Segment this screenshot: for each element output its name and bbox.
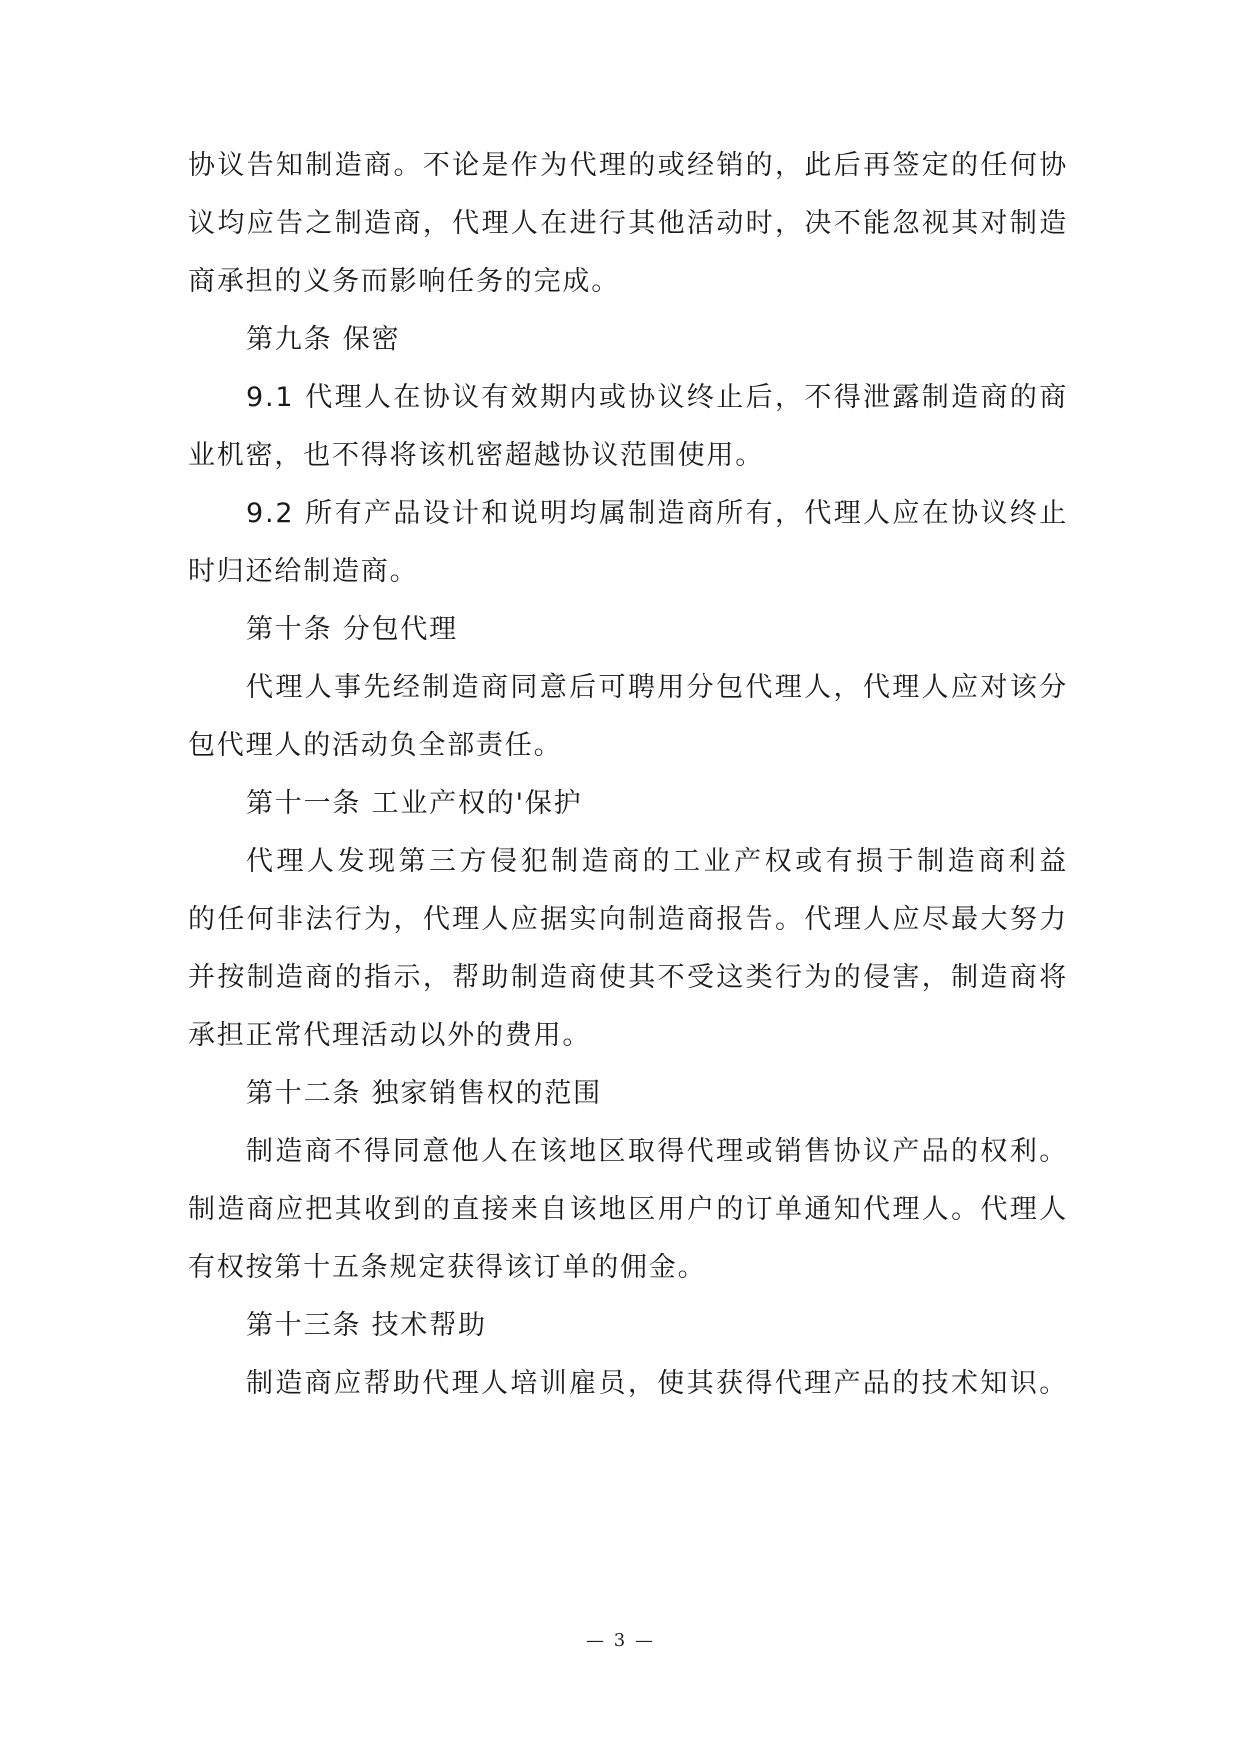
paragraph-line: 时归还给制造商。 [188, 556, 419, 587]
paragraph-line: 承担正常代理活动以外的费用。 [188, 1020, 592, 1051]
section-heading: 第九条 保密 [246, 324, 401, 355]
section-heading: 第十一条 工业产权的'保护 [246, 788, 583, 819]
paragraph-line: 商承担的义务而影响任务的完成。 [188, 266, 620, 297]
paragraph-line: 业机密，也不得将该机密超越协议范围使用。 [188, 440, 764, 471]
section-heading: 第十三条 技术帮助 [246, 1310, 487, 1341]
paragraph-line: 并按制造商的指示，帮助制造商使其不受这类行为的侵害，制造商将 [188, 962, 1068, 993]
paragraph-line: 有权按第十五条规定获得该订单的佣金。 [188, 1252, 707, 1283]
paragraph-line: 包代理人的活动负全部责任。 [188, 730, 563, 761]
paragraph-line: 9.2 所有产品设计和说明均属制造商所有，代理人应在协议终止 [246, 498, 1068, 529]
paragraph-line: 代理人事先经制造商同意后可聘用分包代理人，代理人应对该分 [246, 672, 1068, 703]
paragraph-line: 制造商应把其收到的直接来自该地区用户的订单通知代理人。代理人 [188, 1194, 1068, 1225]
paragraph-line: 9.1 代理人在协议有效期内或协议终止后，不得泄露制造商的商 [246, 382, 1068, 413]
section-heading: 第十条 分包代理 [246, 614, 458, 645]
paragraph-line: 议均应告之制造商，代理人在进行其他活动时，决不能忽视其对制造 [188, 208, 1068, 239]
section-heading: 第十二条 独家销售权的范围 [246, 1078, 602, 1109]
paragraph-line: 协议告知制造商。不论是作为代理的或经销的，此后再签定的任何协 [188, 150, 1068, 181]
paragraph-line: 的任何非法行为，代理人应据实向制造商报告。代理人应尽最大努力 [188, 904, 1068, 935]
paragraph-line: 代理人发现第三方侵犯制造商的工业产权或有损于制造商利益 [246, 846, 1068, 877]
page-number: — 3 — [586, 1630, 655, 1651]
paragraph-line: 制造商应帮助代理人培训雇员，使其获得代理产品的技术知识。 [246, 1368, 1068, 1399]
paragraph-line: 制造商不得同意他人在该地区取得代理或销售协议产品的权利。 [246, 1136, 1068, 1167]
